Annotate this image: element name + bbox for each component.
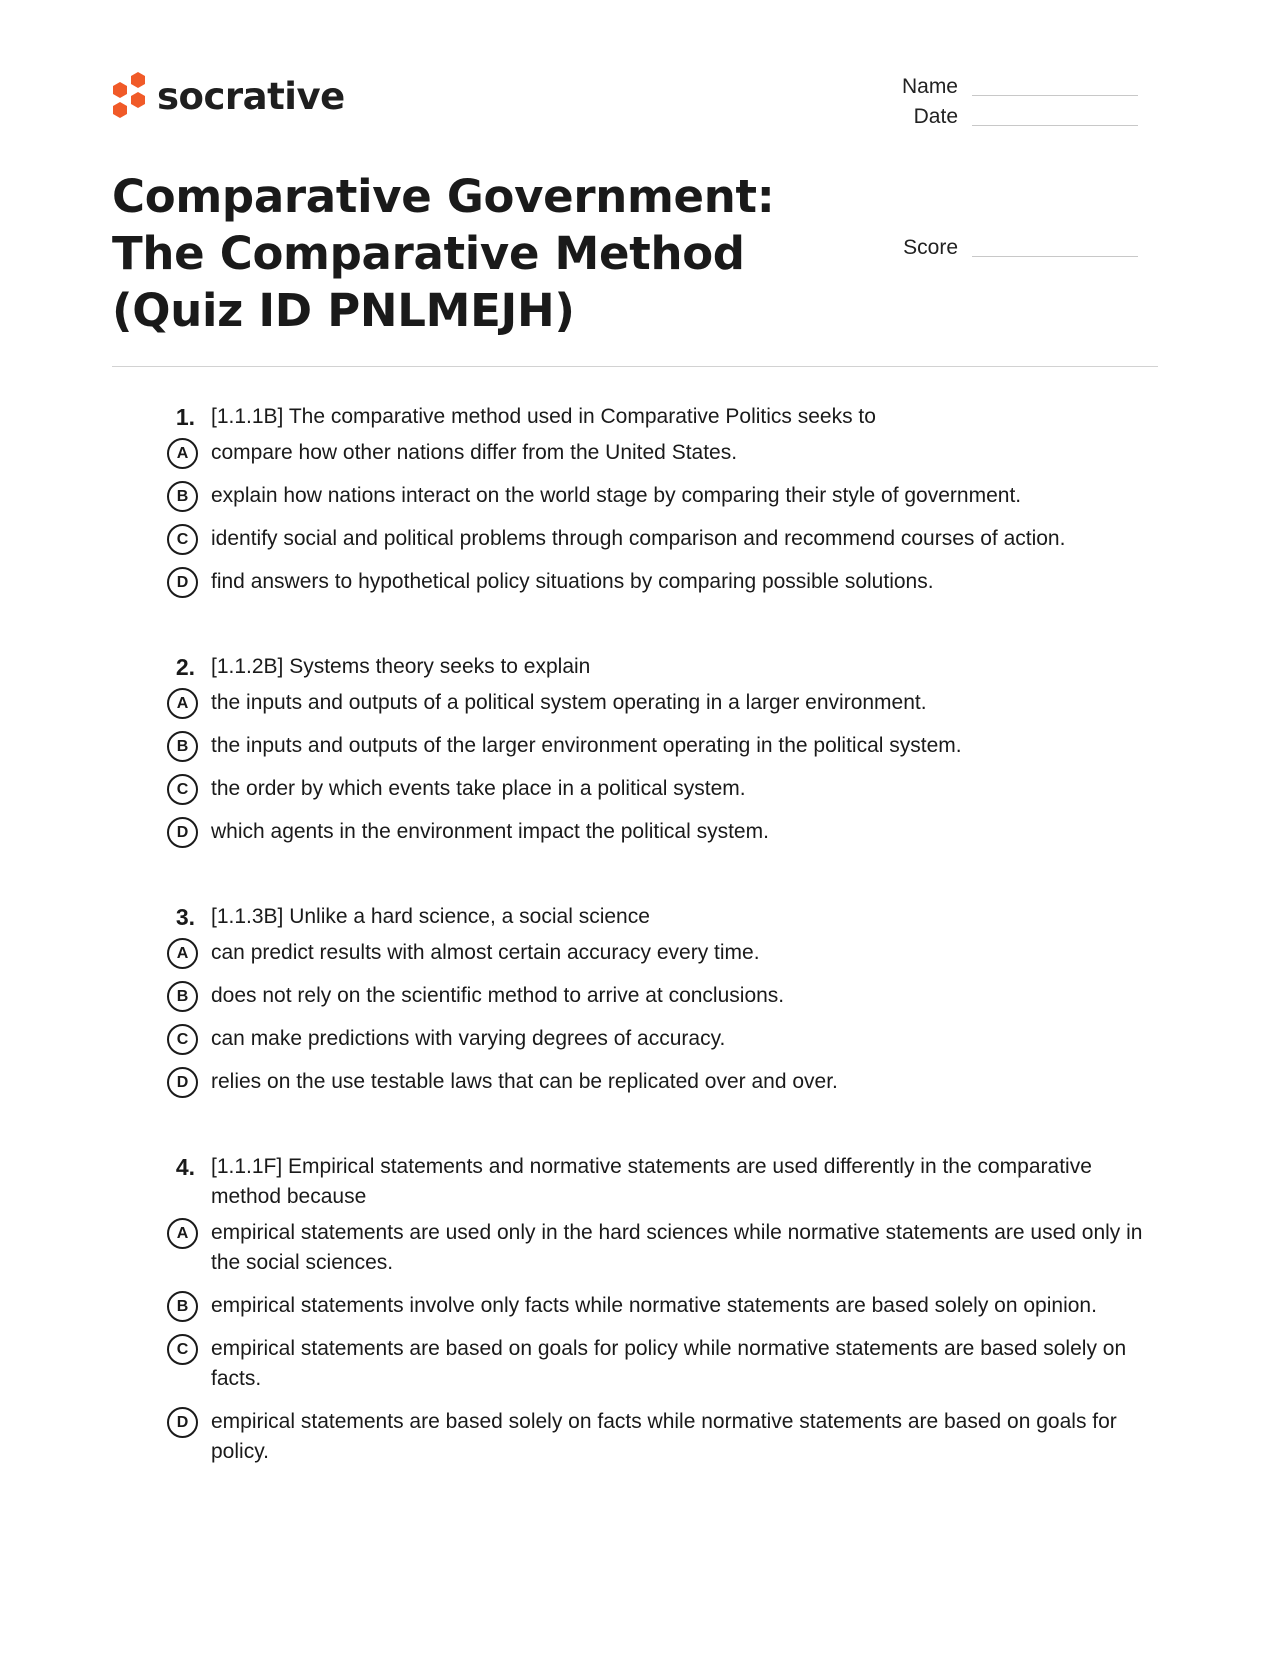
option-letter-badge[interactable]: A bbox=[167, 688, 198, 719]
option-letter-badge[interactable]: C bbox=[167, 774, 198, 805]
question-text: [1.1.3B] Unlike a hard science, a social science bbox=[211, 905, 650, 928]
question-2 bbox=[165, 652, 1155, 847]
option-letter-badge[interactable]: B bbox=[167, 481, 198, 512]
name-label: Name bbox=[901, 75, 958, 98]
question-number: 4. bbox=[175, 1154, 195, 1180]
question-stem bbox=[165, 902, 1155, 932]
question-number: 1. bbox=[175, 404, 195, 430]
date-field[interactable] bbox=[868, 106, 1138, 127]
socrative-logo bbox=[111, 72, 345, 120]
option-c[interactable] bbox=[165, 774, 1155, 804]
brand-name: socrative bbox=[157, 74, 345, 118]
option-letter-badge[interactable]: B bbox=[167, 981, 198, 1012]
option-text: the inputs and outputs of the larger environment operating in the political system. bbox=[211, 734, 962, 757]
option-letter-badge[interactable]: A bbox=[167, 438, 198, 469]
option-letter-badge[interactable]: C bbox=[167, 1024, 198, 1055]
option-b[interactable] bbox=[165, 1291, 1155, 1321]
option-letter-badge[interactable]: D bbox=[167, 817, 198, 848]
option-a[interactable] bbox=[165, 438, 1155, 468]
question-stem bbox=[165, 1152, 1155, 1212]
option-text: empirical statements are based solely on facts while normative statements are based on goals for policy. bbox=[211, 1410, 1117, 1463]
hexagon-cluster-icon bbox=[111, 72, 147, 120]
option-letter-badge[interactable]: B bbox=[167, 731, 198, 762]
option-text: the order by which events take place in a political system. bbox=[211, 777, 746, 800]
option-d[interactable] bbox=[165, 1067, 1155, 1097]
question-number: 3. bbox=[175, 904, 195, 930]
option-letter-badge[interactable]: D bbox=[167, 1067, 198, 1098]
option-d[interactable] bbox=[165, 817, 1155, 847]
option-text: empirical statements involve only facts while normative statements are based solely on opinion. bbox=[211, 1294, 1097, 1317]
quiz-title: Comparative Government: The Comparative Method (Quiz ID PNLMEJH) bbox=[112, 170, 775, 337]
score-label: Score bbox=[903, 236, 958, 259]
question-stem bbox=[165, 652, 1155, 682]
score-line[interactable] bbox=[972, 255, 1138, 257]
option-text: empirical statements are based on goals for policy while normative statements are based solely on facts. bbox=[211, 1337, 1127, 1390]
option-letter-badge[interactable]: C bbox=[167, 524, 198, 555]
question-text: [1.1.1B] The comparative method used in Comparative Politics seeks to bbox=[211, 405, 876, 428]
option-text: identify social and political problems through comparison and recommend courses of action. bbox=[211, 527, 1066, 550]
option-text: find answers to hypothetical policy situations by comparing possible solutions. bbox=[211, 570, 934, 593]
option-text: empirical statements are used only in the hard sciences while normative statements are used only in the social sciences. bbox=[211, 1221, 1143, 1274]
option-text: can make predictions with varying degrees of accuracy. bbox=[211, 1027, 726, 1050]
option-c[interactable] bbox=[165, 1334, 1155, 1394]
option-text: compare how other nations differ from the United States. bbox=[211, 441, 738, 464]
option-text: explain how nations interact on the world stage by comparing their style of government. bbox=[211, 484, 1022, 507]
date-label: Date bbox=[913, 105, 958, 128]
question-4 bbox=[165, 1152, 1155, 1467]
score-field[interactable] bbox=[868, 237, 1138, 258]
option-letter-badge[interactable]: B bbox=[167, 1291, 198, 1322]
option-letter-badge[interactable]: D bbox=[167, 567, 198, 598]
question-list bbox=[165, 402, 1155, 1480]
name-field[interactable] bbox=[868, 76, 1138, 97]
option-b[interactable] bbox=[165, 981, 1155, 1011]
question-3 bbox=[165, 902, 1155, 1097]
option-text: does not rely on the scientific method to arrive at conclusions. bbox=[211, 984, 785, 1007]
option-a[interactable] bbox=[165, 938, 1155, 968]
option-c[interactable] bbox=[165, 1024, 1155, 1054]
option-letter-badge[interactable]: C bbox=[167, 1334, 198, 1365]
option-text: which agents in the environment impact the political system. bbox=[211, 820, 769, 843]
header-divider bbox=[112, 366, 1158, 367]
option-c[interactable] bbox=[165, 524, 1155, 554]
option-b[interactable] bbox=[165, 481, 1155, 511]
option-a[interactable] bbox=[165, 688, 1155, 718]
date-line[interactable] bbox=[972, 124, 1138, 126]
question-stem bbox=[165, 402, 1155, 432]
option-b[interactable] bbox=[165, 731, 1155, 761]
option-letter-badge[interactable]: A bbox=[167, 1218, 198, 1249]
option-text: the inputs and outputs of a political system operating in a larger environment. bbox=[211, 691, 927, 714]
option-text: can predict results with almost certain accuracy every time. bbox=[211, 941, 760, 964]
question-1 bbox=[165, 402, 1155, 597]
name-line[interactable] bbox=[972, 94, 1138, 96]
option-letter-badge[interactable]: A bbox=[167, 938, 198, 969]
option-a[interactable] bbox=[165, 1218, 1155, 1278]
option-text: relies on the use testable laws that can be replicated over and over. bbox=[211, 1070, 838, 1093]
question-text: [1.1.2B] Systems theory seeks to explain bbox=[211, 655, 591, 678]
option-d[interactable] bbox=[165, 1407, 1155, 1467]
question-number: 2. bbox=[175, 654, 195, 680]
question-text: [1.1.1F] Empirical statements and normative statements are used differently in the comparative method because bbox=[211, 1155, 1092, 1208]
option-letter-badge[interactable]: D bbox=[167, 1407, 198, 1438]
option-d[interactable] bbox=[165, 567, 1155, 597]
